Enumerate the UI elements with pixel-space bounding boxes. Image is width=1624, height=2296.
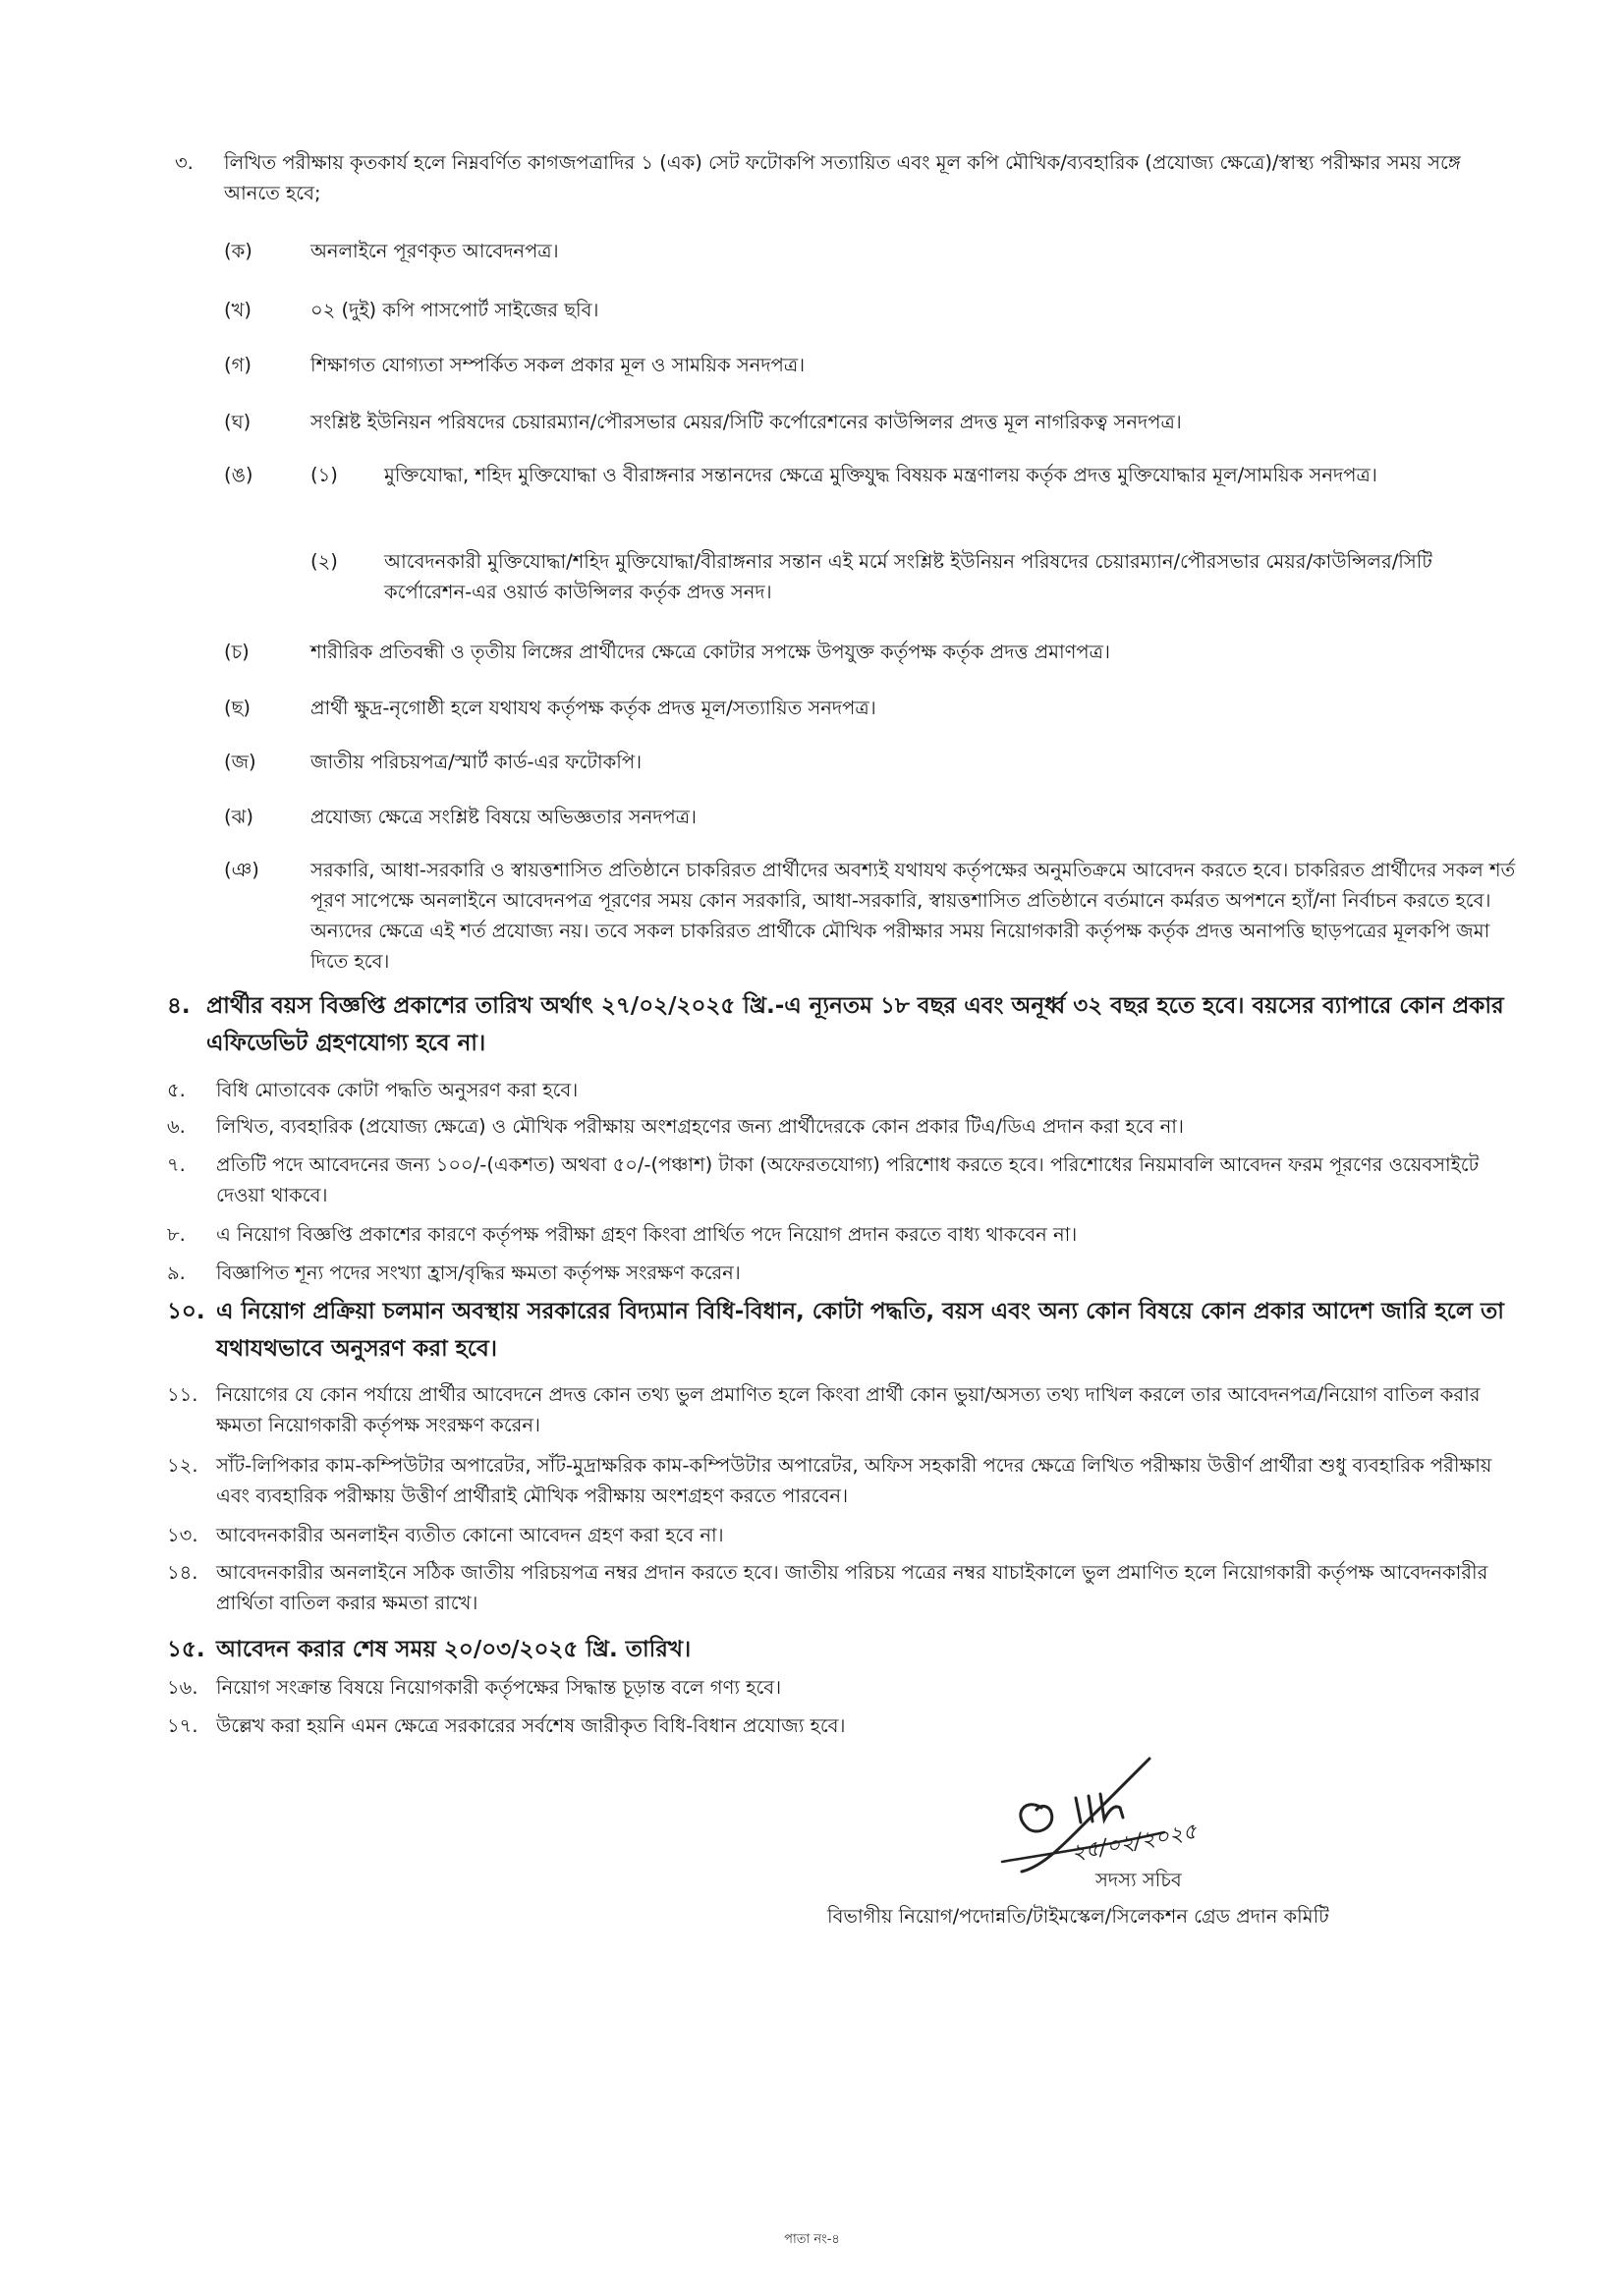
nested-item-1 (310, 460, 1521, 490)
subitem-mark: (চ) (224, 641, 250, 663)
nested-text: মুক্তিযোদ্ধা, শহিদ মুক্তিযোদ্ধা ও বীরাঙ্গনার সন্তানদের ক্ষেত্রে মুক্তিযুদ্ধ বিষয়ক মন্ত্রণালয় কর্তৃক প্রদত্ত মুক্তিযোদ্ধার মূল/সাময়িক সনদপত্র। (384, 464, 1377, 486)
item-17 (167, 1710, 1521, 1741)
nested-item-2 (310, 546, 1521, 607)
subitem-mark: (খ) (224, 299, 252, 321)
subitem-mark: (ঝ) (224, 806, 253, 828)
subitem-ga (224, 350, 1521, 380)
item-text: আবেদনকারীর অনলাইন ব্যতীত কোনো আবেদন গ্রহণ করা হবে না। (216, 1524, 724, 1546)
item-3 (175, 147, 1516, 208)
item-16 (167, 1672, 1521, 1703)
item-number: ১৫. (167, 1637, 205, 1662)
subitem-mark: (জ) (224, 751, 256, 773)
item-text: প্রতিটি পদে আবেদনের জন্য ১০০/-(একশত) অথবা ৫০/-(পঞ্চাশ) টাকা (অফেরতযোগ্য) পরিশোধ করতে হবে। পরিশোধের নিয়মাবলি আবেদন ফরম পূরণের ওয়েবসাইটে দেওয়া থাকবে। (216, 1153, 1480, 1206)
subitem-text: ০২ (দুই) কপি পাসপোর্ট সাইজের ছবি। (310, 299, 599, 321)
subitem-text: জাতীয় পরিচয়পত্র/স্মার্ট কার্ড-এর ফটোকপি। (310, 751, 643, 773)
subitem-mark: (ক) (224, 240, 252, 262)
subitem-mark: (ঘ) (224, 411, 252, 433)
item-9 (167, 1258, 1521, 1288)
item-number: ৫. (167, 1079, 186, 1101)
subitem-mark: (ছ) (224, 697, 252, 719)
item-number: ৭. (167, 1153, 186, 1176)
item-number: ১৭. (167, 1714, 198, 1737)
item-6 (167, 1111, 1521, 1142)
item-text: লিখিত, ব্যবহারিক (প্রযোজ্য ক্ষেত্রে) ও মৌখিক পরীক্ষায় অংশগ্রহণের জন্য প্রার্থীদেরকে কোন প্রকার টিএ/ডিএ প্রদান করা হবে না। (216, 1115, 1184, 1138)
subitem-text: শারীরিক প্রতিবন্ধী ও তৃতীয় লিঙ্গের প্রার্থীদের ক্ষেত্রে কোটার সপক্ষে উপযুক্ত কর্তৃপক্ষ কর্তৃক প্রদত্ত প্রমাণপত্র। (310, 641, 1110, 663)
item-number: ১৬. (167, 1676, 198, 1699)
item-10 (167, 1293, 1521, 1368)
subitem-ja (224, 747, 1521, 777)
signature-date: ২৫/০২/২০২৫ (1069, 1819, 1200, 1867)
item-number: ১২. (167, 1454, 198, 1477)
subitem-jha (224, 802, 1521, 832)
item-text: নিয়োগ সংক্রান্ত বিষয়ে নিয়োগকারী কর্তৃপক্ষের সিদ্ধান্ত চূড়ান্ত বলে গণ্য হবে। (216, 1676, 782, 1699)
item-number: ৪. (167, 993, 191, 1019)
item-11 (167, 1379, 1521, 1440)
subitem-ka (224, 236, 1521, 266)
subitem-mark: (গ) (224, 354, 252, 376)
item-text: নিয়োগের যে কোন পর্যায়ে প্রার্থীর আবেদনে প্রদত্ত কোন তথ্য ভুল প্রমাণিত হলে কিংবা প্রার্থী কোন ভুয়া/অসত্য তথ্য দাখিল করলে তার আবেদনপত্র/নিয়োগ বাতিল করার ক্ষমতা নিয়োগকারী কর্তৃপক্ষ সংরক্ষণ করেন। (216, 1383, 1481, 1436)
item-5 (167, 1075, 1521, 1105)
subitem-chha (224, 693, 1521, 723)
item-text: লিখিত পরীক্ষায় কৃতকার্য হলে নিম্নবর্ণিত কাগজপত্রাদির ১ (এক) সেট ফটোকপি সত্যায়িত এবং মূল কপি মৌখিক/ব্যবহারিক (প্রযোজ্য ক্ষেত্রে)/স্বাস্থ্য পরীক্ষার সময় সঙ্গে আনতে হবে; (224, 151, 1461, 204)
item-number: ১৩. (167, 1524, 198, 1546)
item-14 (167, 1557, 1521, 1618)
item-text: বিজ্ঞাপিত শূন্য পদের সংখ্যা হ্রাস/বৃদ্ধির ক্ষমতা কর্তৃপক্ষ সংরক্ষণ করেন। (216, 1261, 741, 1284)
nested-mark: (১) (310, 464, 338, 486)
item-text: সাঁট-লিপিকার কাম-কম্পিউটার অপারেটর, সাঁট-মুদ্রাক্ষরিক কাম-কম্পিউটার অপারেটর, অফিস সহকারী পদের ক্ষেত্রে লিখিত পরীক্ষায় উত্তীর্ণ প্রার্থীরা শুধু ব্যবহারিক পরীক্ষায় এবং ব্যবহারিক পরীক্ষায় উত্তীর্ণ প্রার্থীরাই মৌখিক পরীক্ষায় অংশগ্রহণ করতে পারবেন। (216, 1454, 1492, 1507)
committee-name: বিভাগীয় নিয়োগ/পদোন্নতি/টাইমস্কেল/সিলেকশন গ্রেড প্রদান কমিটি (827, 1905, 1329, 1928)
item-text: বিধি মোতাবেক কোটা পদ্ধতি অনুসরণ করা হবে। (216, 1079, 579, 1101)
nested-mark: (২) (310, 550, 338, 573)
item-text: এ নিয়োগ বিজ্ঞপ্তি প্রকাশের কারণে কর্তৃপক্ষ পরীক্ষা গ্রহণ কিংবা প্রার্থিত পদে নিয়োগ প্রদান করতে বাধ্য থাকবেন না। (216, 1223, 1078, 1246)
subitem-mark: (ঞ) (224, 859, 259, 881)
item-13 (167, 1520, 1521, 1550)
item-15 (167, 1631, 1521, 1668)
subitem-mark: (ঙ) (224, 464, 253, 486)
item-8 (167, 1219, 1521, 1250)
item-number: ৬. (167, 1115, 186, 1138)
item-number: ৮. (167, 1223, 186, 1246)
item-number: ৩. (175, 151, 194, 174)
item-number: ১১. (167, 1383, 198, 1406)
item-text: প্রার্থীর বয়স বিজ্ঞপ্তি প্রকাশের তারিখ অর্থাৎ ২৭/০২/২০২৫ খ্রি.-এ ন্যূনতম ১৮ বছর এবং অনূর্ধ্ব ৩২ বছর হতে হবে। বয়সের ব্যাপারে কোন প্রকার এফিডেভিট গ্রহণযোগ্য হবে না। (206, 993, 1504, 1056)
subitem-text: সরকারি, আধা-সরকারি ও স্বায়ত্তশাসিত প্রতিষ্ঠানে চাকরিরত প্রার্থীদের অবশ্যই যথাযথ কর্তৃপক্ষের অনুমতিক্রমে আবেদন করতে হবে। চাকরিরত প্রার্থীদের সকল শর্ত পূরণ সাপেক্ষে অনলাইনে আবেদনপত্র পূরণের সময় কোন সরকারি, আধা-সরকারি, স্বায়ত্তশাসিত প্রতিষ্ঠানে বর্তমানে কর্মরত অপশনে হ্যাঁ/না নির্বাচন করতে হবে। অন্যদের ক্ষেত্রে এই শর্ত প্রযোজ্য নয়। তবে সকল চাকরিরত প্রার্থীকে মৌখিক পরীক্ষার সময় নিয়োগকারী কর্তৃপক্ষ কর্তৃক প্রদত্ত অনাপত্তি ছাড়পত্রের মূলকপি জমা দিতে হবে। (310, 859, 1516, 973)
item-text: আবেদনকারীর অনলাইনে সঠিক জাতীয় পরিচয়পত্র নম্বর প্রদান করতে হবে। জাতীয় পরিচয় পত্রের নম্বর যাচাইকালে ভুল প্রমাণিত হলে নিয়োগকারী কর্তৃপক্ষ আবেদনকারীর প্রার্থিতা বাতিল করার ক্ষমতা রাখে। (216, 1561, 1488, 1614)
item-number: ১৪. (167, 1561, 198, 1584)
page-number: পাতা নং-৪ (784, 2232, 840, 2247)
subitem-text: সংশ্লিষ্ট ইউনিয়ন পরিষদের চেয়ারম্যান/পৌরসভার মেয়র/সিটি কর্পোরেশনের কাউন্সিলর প্রদত্ত মূল নাগরিকত্ব সনদপত্র। (310, 411, 1182, 433)
nested-text: আবেদনকারী মুক্তিযোদ্ধা/শহিদ মুক্তিযোদ্ধা/বীরাঙ্গনার সন্তান এই মর্মে সংশ্লিষ্ট ইউনিয়ন পরিষদের চেয়ারম্যান/পৌরসভার মেয়র/কাউন্সিলর/সিটি কর্পোরেশন-এর ওয়ার্ড কাউন্সিলর কর্তৃক প্রদত্ত সনদ। (384, 550, 1432, 603)
item-7 (167, 1149, 1521, 1210)
item-4 (167, 987, 1521, 1062)
item-text: এ নিয়োগ প্রক্রিয়া চলমান অবস্থায় সরকারের বিদ্যমান বিধি-বিধান, কোটা পদ্ধতি, বয়স এবং অন্য কোন বিষয়ে কোন প্রকার আদেশ জারি হলে তা যথাযথভাবে অনুসরণ করা হবে। (216, 1299, 1504, 1362)
item-number: ১০. (167, 1299, 205, 1324)
item-number: ৯. (167, 1261, 186, 1284)
subitem-text: প্রার্থী ক্ষুদ্র-নৃগোষ্ঠী হলে যথাযথ কর্তৃপক্ষ কর্তৃক প্রদত্ত মূল/সত্যায়িত সনদপত্র। (310, 697, 876, 719)
signatory-title: সদস্য সচিব (1095, 1869, 1182, 1891)
item-text: আবেদন করার শেষ সময় ২০/০৩/২০২৫ খ্রি. তারিখ। (216, 1637, 692, 1662)
subitem-text: শিক্ষাগত যোগ্যতা সম্পর্কিত সকল প্রকার মূল ও সাময়িক সনদপত্র। (310, 354, 806, 376)
subitem-kha (224, 295, 1521, 325)
subitem-text: প্রযোজ্য ক্ষেত্রে সংশ্লিষ্ট বিষয়ে অভিজ্ঞতার সনদপত্র। (310, 806, 697, 828)
subitem-text: অনলাইনে পূরণকৃত আবেদনপত্র। (310, 240, 559, 262)
subitem-cha (224, 637, 1521, 667)
item-text: উল্লেখ করা হয়নি এমন ক্ষেত্রে সরকারের সর্বশেষ জারীকৃত বিধি-বিধান প্রযোজ্য হবে। (216, 1714, 846, 1737)
item-12 (167, 1450, 1521, 1511)
subitem-gha (224, 407, 1521, 437)
subitem-nya (224, 855, 1521, 977)
